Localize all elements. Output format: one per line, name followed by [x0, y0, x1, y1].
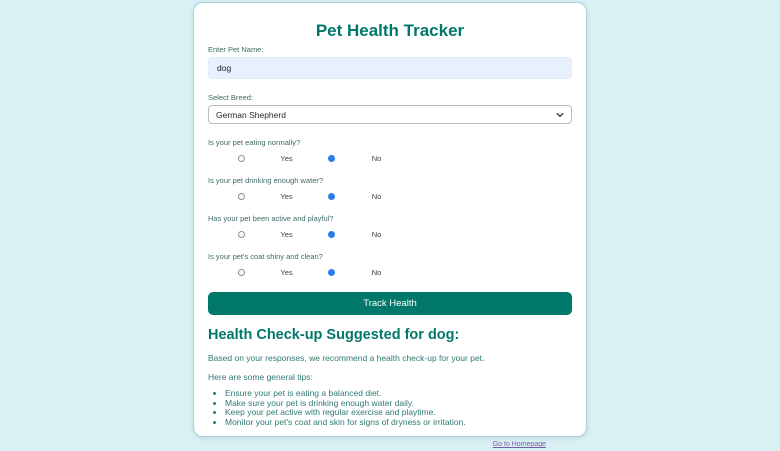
homepage-link[interactable]: Go to Homepage [492, 441, 546, 448]
radio-active-no[interactable] [328, 231, 335, 238]
radio-water-yes-label[interactable]: Yes [280, 191, 293, 201]
radio-group-eating [219, 152, 572, 164]
radio-water-no-label[interactable]: No [371, 191, 382, 201]
radio-coat-yes[interactable] [238, 269, 245, 276]
result-summary: Based on your responses, we recommend a health check-up for your pet. [208, 353, 485, 363]
radio-group-active [219, 228, 572, 240]
radio-water-yes[interactable] [238, 193, 245, 200]
result-heading: Health Check-up Suggested for dog: [208, 327, 460, 343]
tips-intro: Here are some general tips: [208, 372, 313, 382]
radio-active-yes[interactable] [238, 231, 245, 238]
breed-select-value: German Shepherd [216, 109, 286, 120]
radio-active-yes-label[interactable]: Yes [280, 229, 293, 239]
pet-name-label: Enter Pet Name: [208, 45, 264, 54]
question-water: Is your pet drinking enough water? [208, 176, 324, 185]
tip-item: • Make sure your pet is drinking enough water daily. [225, 399, 572, 409]
radio-coat-no-label[interactable]: No [371, 267, 382, 277]
radio-group-coat [219, 266, 572, 278]
footer-link-row [208, 433, 572, 451]
breed-select[interactable] [208, 105, 572, 124]
question-eating: Is your pet eating normally? [208, 138, 301, 147]
tips-list [208, 389, 572, 427]
radio-eating-yes-label[interactable]: Yes [280, 153, 293, 163]
pet-name-input[interactable] [208, 57, 572, 79]
tip-item: • Monitor your pet's coat and skin for signs of dryness or irritation. [225, 418, 572, 428]
breed-label: Select Breed: [208, 93, 254, 102]
pet-health-card [193, 2, 587, 448]
page-title: Pet Health Tracker [315, 21, 465, 40]
radio-coat-no[interactable] [328, 269, 335, 276]
radio-coat-yes-label[interactable]: Yes [280, 267, 293, 277]
radio-eating-no[interactable] [328, 155, 335, 162]
chevron-down-icon [556, 111, 564, 119]
radio-water-no[interactable] [328, 193, 335, 200]
tip-item: • Ensure your pet is eating a balanced diet. [225, 389, 572, 399]
radio-active-no-label[interactable]: No [371, 229, 382, 239]
question-coat: Is your pet's coat shiny and clean? [208, 252, 323, 261]
radio-eating-no-label[interactable]: No [371, 153, 382, 163]
radio-eating-yes[interactable] [238, 155, 245, 162]
question-active: Has your pet been active and playful? [208, 214, 334, 223]
tip-item: • Keep your pet active with regular exercise and playtime. [225, 408, 572, 418]
radio-group-water [219, 190, 572, 202]
track-health-button[interactable]: Track Health [208, 292, 572, 315]
